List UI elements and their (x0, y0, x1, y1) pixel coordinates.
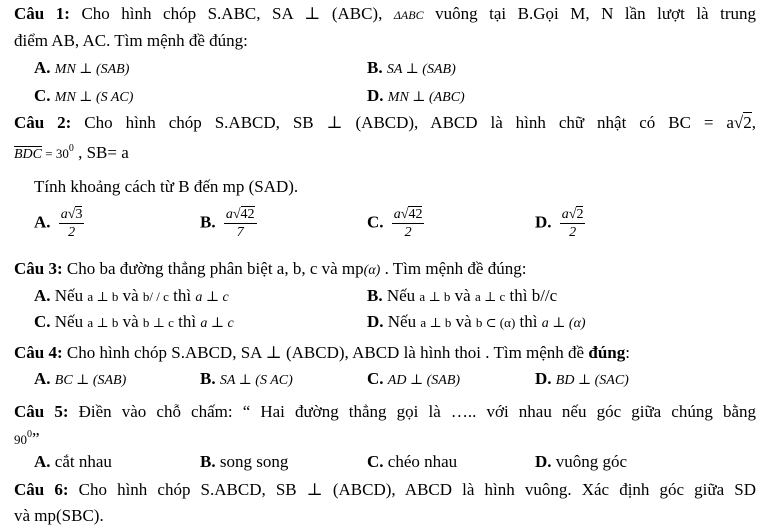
q6-line2: và mp(SBC). (14, 506, 104, 525)
q5-label: Câu 5: (14, 402, 69, 421)
q2-line1: Câu 2: Cho hình chóp S.ABCD, SB ⊥ (ABCD), ABCD là hình chữ nhật có BC = a√2, (14, 113, 757, 132)
q2-a-fraction: $\frac{a√3}{2}$ (60, 207, 83, 240)
q3-option-d[interactable]: D. Nếu a ⊥ b và b ⊂ (α) thì a ⊥ (α) (367, 312, 586, 331)
q3-alpha: (α) (363, 263, 381, 278)
q4-option-b[interactable]: B. SA ⊥ (S AC) (200, 369, 293, 388)
q4-text: Cho hình chóp S.ABCD, SA ⊥ (ABCD), ABCD là hình thoi . Tìm mệnh đề (66, 343, 589, 362)
q4-bold-word: đúng (588, 343, 626, 362)
q5-line2: $90^0$” (14, 429, 40, 448)
q3-text-b: . Tìm mệnh đề đúng: (380, 259, 527, 278)
q2-option-c[interactable]: C. $\frac{a√42}{2}$ (367, 207, 423, 240)
q2-option-d[interactable]: D. $\frac{a√2}{2}$ (535, 207, 584, 240)
q5-option-b[interactable]: B. song song (200, 452, 289, 471)
q4-line1: Câu 4: Cho hình chóp S.ABCD, SA ⊥ (ABCD), ABCD là hình thoi . Tìm mệnh đề đúng: (14, 343, 630, 362)
q6-label: Câu 6: (14, 480, 69, 499)
q5-option-d[interactable]: D. vuông góc (535, 452, 628, 471)
q6-text: Cho hình chóp S.ABCD, SB ⊥ (ABCD), ABCD là hình vuông. Xác định góc giữa SD (78, 480, 757, 499)
q2-option-b[interactable]: B. $\frac{a√42}{7}$ (200, 207, 255, 240)
q1-triangle: ΔABC (393, 8, 424, 22)
q1-text: Cho hình chóp S.ABC, SA ⊥ (ABC), (81, 4, 394, 23)
q3-text: Cho ba đường thẳng phân biệt a, b, c và mp (66, 259, 364, 278)
q1-label: Câu 1: (14, 4, 70, 23)
q5-text: Điền vào chỗ chấm: “ Hai đường thẳng gọi là ….. với nhau nếu góc giữa chúng bằng (78, 402, 756, 421)
q1-text-b: vuông tại B.Gọi M, N lần lượt là trung (423, 4, 756, 23)
q5-value: 90 (14, 432, 27, 447)
q2-option-a[interactable]: A. $\frac{a√3}{2}$ (34, 207, 83, 240)
q4-option-d[interactable]: D. BD ⊥ (SAC) (535, 369, 629, 388)
q1-option-d[interactable]: D. MN ⊥ (ABC) (367, 86, 465, 105)
q5-option-c[interactable]: C. chéo nhau (367, 452, 458, 471)
q4-label: Câu 4: (14, 343, 63, 362)
q3-option-b[interactable]: B. Nếu a ⊥ b và a ⊥ c thì b//c (367, 286, 558, 305)
q2-line2 (14, 143, 129, 163)
q5-line1 (14, 402, 756, 422)
q3-option-c[interactable]: C. Nếu a ⊥ b và b ⊥ c thì a ⊥ c (34, 312, 234, 331)
q2-degree: 0 (68, 143, 74, 154)
q2-angle: $\overline{BDC}$ (14, 147, 42, 162)
q1-option-c[interactable]: C. MN ⊥ (S AC) (34, 86, 134, 105)
q2-b-fraction: $\frac{a√42}{7}$ (225, 207, 255, 240)
q1-option-a[interactable]: A. MN ⊥ (SAB) (34, 58, 130, 77)
q3-line1 (14, 259, 526, 279)
q2-label: Câu 2: (14, 113, 72, 132)
q3-option-a[interactable]: A. Nếu a ⊥ b và b/ / c thì a ⊥ c (34, 286, 229, 305)
q5-degree: 0 (27, 429, 32, 440)
q1-line1 (14, 4, 756, 24)
q2-d-fraction: $\frac{a√2}{2}$ (561, 207, 584, 240)
q5-option-a[interactable]: A. cắt nhau (34, 452, 112, 471)
q4-option-a[interactable]: A. BC ⊥ (SAB) (34, 369, 127, 388)
q1-line2: điểm AB, AC. Tìm mệnh đề đúng: (14, 31, 248, 50)
q4-option-c[interactable]: C. AD ⊥ (SAB) (367, 369, 461, 388)
q6-line1 (14, 480, 756, 500)
q2-text: Cho hình chóp S.ABCD, SB ⊥ (ABCD), ABCD là hình chữ nhật có BC = a (84, 113, 734, 132)
q2-bc-radicand: 2 (743, 113, 752, 132)
q2-sb: , SB= a (73, 143, 129, 162)
q2-line3: Tính khoảng cách từ B đến mp (SAD). (34, 177, 299, 196)
q2-angle-eq: = 30 (42, 146, 69, 161)
q2-c-fraction: $\frac{a√42}{2}$ (393, 207, 423, 240)
q1-option-b[interactable]: B. SA ⊥ (SAB) (367, 58, 456, 77)
q3-label: Câu 3: (14, 259, 63, 278)
